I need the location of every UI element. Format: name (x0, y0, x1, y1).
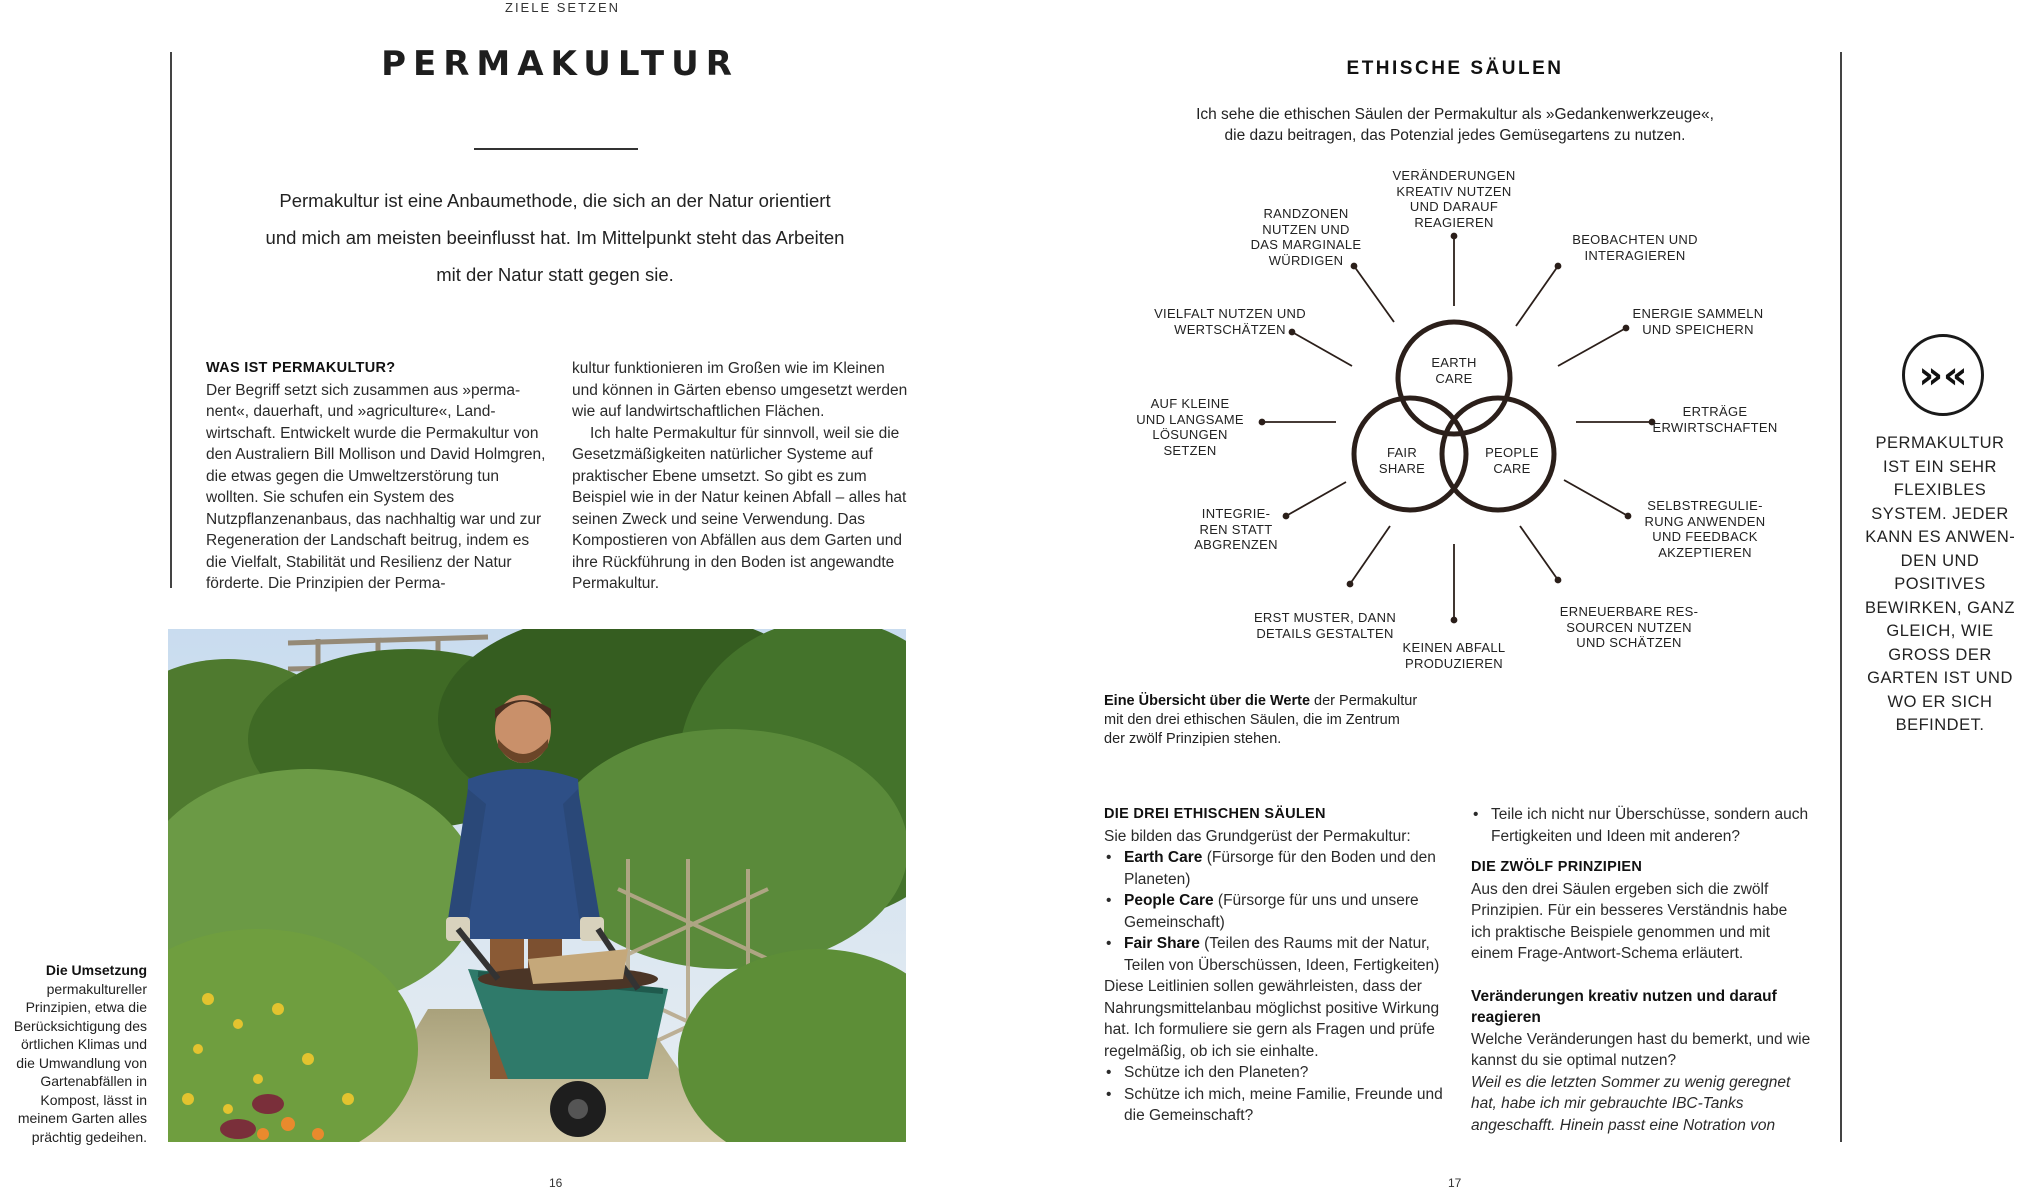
label-line: AKZEPTIEREN (1658, 544, 1752, 560)
body-text: Welche Veränderungen hast du bemerkt, und wie kannst du sie optimal nutzen? (1471, 1030, 1811, 1069)
label-line: ERST MUSTER, DANN (1253, 610, 1397, 625)
label-line: UND FEEDBACK (1652, 529, 1758, 544)
arrow-upper-left (1292, 332, 1352, 366)
left-column-2 (572, 358, 910, 595)
title-divider (474, 148, 638, 150)
principle-upper-left (1140, 306, 1320, 337)
label-line: PEOPLE (1485, 445, 1539, 460)
section-heading: DIE DREI ETHISCHEN SÄULEN (1104, 806, 1326, 822)
label-line: FAIR (1386, 445, 1418, 460)
list-item-text: (Fürsorge für den Boden und den Planeten) (1124, 849, 1436, 888)
label-line: SHARE (1378, 460, 1426, 476)
page-title: PERMAKULTUR (381, 44, 739, 84)
arrow-bottom-left (1350, 526, 1390, 584)
label-line: CARE (1435, 370, 1473, 386)
body-text: Aus den drei Säulen ergeben sich die zwölf Prinzipien. Für ein besseres Verständnis habe ich praktische Beispiele genommen und mit einem Frage-Antwort-Schema erläutert. (1471, 880, 1788, 962)
body-text: Diese Leitlinien sollen gewährleisten, dass der Nahrungsmittelanbau möglichst positive Wirkung hat. Ich formuliere sie gern als Fragen und prüfe regelmäßig, ob ich sie einhalte. (1104, 978, 1440, 1060)
label-line: CARE (1493, 460, 1531, 476)
body-text: Sie bilden das Grundgerüst der Permakultur: (1104, 827, 1411, 845)
left-column-1 (206, 358, 546, 595)
right-column-2 (1471, 804, 1811, 1136)
intro-line: die dazu beitragen, das Potenzial jedes Gemüsegartens zu nutzen. (1224, 127, 1686, 144)
label-line: VERÄNDERUNGEN (1392, 168, 1516, 183)
list-item-bold: Fair Share (1124, 935, 1200, 952)
arrow-bottom-right (1520, 526, 1558, 580)
right-margin-rule (1840, 52, 1842, 1142)
body-text: kultur funktionieren im Großen wie im Kleinen und können in Gärten ebenso umgesetzt werden wie auf landwirtschaftlichen Flächen. (572, 360, 908, 420)
principle-top-right (1550, 232, 1720, 263)
list-item (1104, 933, 1448, 976)
caption-bold: Eine Übersicht über die Werte (1104, 693, 1311, 709)
label-line: SELBSTREGULIE- (1647, 498, 1763, 513)
label-line: ERNEUERBARE RES- (1559, 604, 1699, 619)
list-item: • Schütze ich mich, meine Familie, Freunde und die Gemeinschaft? (1104, 1084, 1448, 1127)
italic-span: Weil es die letzten Sommer zu wenig geregnet hat, habe ich mir gebrauchte IBC-Tanks angeschafft. Hinein passt eine Notration von (1471, 1073, 1791, 1134)
principle-bottom-right (1544, 604, 1714, 651)
principle-right (1650, 404, 1780, 435)
list-item (1104, 847, 1448, 890)
arrow-tip-bottom-right (1556, 578, 1561, 583)
label-line: NUTZEN UND (1262, 221, 1350, 237)
caption-bold: Die Umsetzung (45, 962, 147, 978)
principles-diagram (1100, 160, 1780, 680)
subheading: Veränderungen kreativ nutzen und darauf reagieren (1471, 987, 1777, 1026)
left-margin-rule (170, 52, 172, 588)
label-line: RANDZONEN (1263, 206, 1349, 221)
label-line: ERWIRTSCHAFTEN (1652, 419, 1778, 435)
label-line: KEINEN ABFALL (1402, 640, 1506, 655)
label-line: REN STATT (1199, 521, 1273, 537)
arrow-top-right (1516, 266, 1558, 326)
label-line: DAS MARGINALE (1250, 237, 1362, 252)
quote-icon: »« (1902, 334, 1984, 416)
arrow-lower-right (1564, 480, 1628, 516)
label-line: INTERAGIEREN (1584, 247, 1686, 263)
label-line: BEOBACHTEN UND (1572, 232, 1698, 247)
arrow-tip-top-right (1556, 264, 1561, 269)
section-heading: DIE ZWÖLF PRINZIPIEN (1471, 859, 1643, 875)
principle-top (1374, 168, 1534, 230)
intro-line: und mich am meisten beeinflusst hat. Im Mittelpunkt steht das Arbeiten (265, 227, 845, 248)
circle-label-people-care (1472, 445, 1552, 476)
label-line: SETZEN (1163, 442, 1217, 458)
section-header: ZIELE SETZEN (505, 0, 621, 15)
list-item: • Schütze ich den Planeten? (1104, 1062, 1448, 1084)
arrow-tip-left (1260, 420, 1265, 425)
list-item-bold: Earth Care (1124, 849, 1203, 866)
circle-label-earth-care (1414, 355, 1494, 386)
ethics-intro (1140, 104, 1770, 146)
principle-lower-right (1630, 498, 1780, 560)
intro-line: mit der Natur statt gegen sie. (436, 264, 674, 285)
pull-quote: PERMAKULTUR IST EIN SEHR FLEXIBLES SYSTEM. JEDER KANN ES ANWENDEN UND POSITIVES BEWIRKEN, GANZ GLEICH, WIE GROSS DER GARTEN IST UND WO ER SICH BEFINDET. (1864, 434, 2015, 734)
label-line: ABGRENZEN (1194, 537, 1278, 552)
label-line: ERTRÄGE (1682, 404, 1748, 419)
label-line: UND SCHÄTZEN (1576, 635, 1682, 650)
label-line: ENERGIE SAMMELN (1632, 306, 1764, 321)
label-line: WERTSCHÄTZEN (1174, 321, 1286, 337)
label-line: UND LANGSAME (1136, 411, 1244, 427)
list-item (1104, 890, 1448, 933)
principle-bottom-left (1240, 610, 1410, 641)
page-number-right: 17 (1448, 1176, 1462, 1190)
right-column-1 (1104, 804, 1448, 1127)
intro-line: Permakultur ist eine Anbaumethode, die sich an der Natur orientiert (279, 190, 831, 211)
principle-top-left (1226, 206, 1386, 268)
intro-text (240, 182, 870, 293)
label-line: PRODUZIEREN (1405, 655, 1503, 671)
caption-text: permakultureller Prinzipien, etwa die Berücksichtigung des örtlichen Klimas und die Umwandlung von Gartenabfällen in Kompost, lässt in meinem Garten alles prächtig gedeihen. (13, 980, 147, 1145)
principle-bottom (1384, 640, 1524, 671)
page-number-left: 16 (549, 1176, 563, 1190)
label-line: WÜRDIGEN (1268, 252, 1344, 268)
label-line: LÖSUNGEN (1152, 427, 1228, 442)
arrow-top-left (1354, 266, 1394, 322)
label-line: REAGIEREN (1414, 214, 1494, 230)
garden-photo (168, 629, 906, 1142)
label-line: DETAILS GESTALTEN (1256, 625, 1394, 641)
list-item-text: (Fürsorge für uns und unsere Gemeinschaft) (1124, 892, 1419, 931)
list-item-bold: People Care (1124, 892, 1214, 909)
arrow-tip-bottom (1452, 618, 1457, 623)
circle-label-fair-share (1362, 445, 1442, 476)
label-line: VIELFALT NUTZEN UND (1154, 306, 1306, 321)
principle-lower-left (1176, 506, 1296, 553)
label-line: EARTH (1431, 355, 1477, 370)
section-heading: WAS IST PERMAKULTUR? (206, 360, 396, 376)
italic-text (1471, 1072, 1811, 1137)
label-line: RUNG ANWENDEN (1644, 513, 1766, 529)
photo-caption (0, 961, 147, 1146)
label-line: KREATIV NUTZEN (1396, 183, 1512, 199)
ethics-title: ETHISCHE SÄULEN (1346, 58, 1564, 79)
label-line: INTEGRIE- (1201, 506, 1271, 521)
label-line: AUF KLEINE (1150, 396, 1230, 411)
principle-left (1120, 396, 1260, 458)
label-line: SOURCEN NUTZEN (1566, 619, 1692, 635)
intro-line: Ich sehe die ethischen Säulen der Permakultur als »Gedankenwerkzeuge«, (1196, 106, 1714, 123)
diagram-caption (1104, 692, 1424, 749)
arrow-tip-bottom-left (1348, 582, 1353, 587)
caption-text: der Permakultur mit den drei ethischen Säulen, die im Zentrum der zwölf Prinzipien stehen. (1104, 693, 1418, 747)
body-text: Der Begriff setzt sich zusammen aus »permanent«, dauerhaft, und »agriculture«, Landwirtschaft. Entwickelt wurde die Permakultur von den Australiern Bill Mollison und David Holmgren, die etwas gegen die Umweltzerstörung tun wollten. Sie schufen ein System des Nutzpflanzenanbaus, das nachhaltig war und zur Regeneration der Landschaft beitrug, indem es die Vielfalt, Stabilität und Resilienz der Natur förderte. Die Prinzipien der Perma- (206, 381, 546, 592)
label-line: UND SPEICHERN (1642, 321, 1754, 337)
body-text: Ich halte Permakultur für sinnvoll, weil sie die Gesetzmäßigkeiten natürlicher Systeme auf praktischer Ebene umsetzt. So gibt es zum Beispiel wie in der Natur keinen Abfall – alles hat seinen Zweck und seine Verwendung. Das Kompostieren von Abfällen aus dem Garten und ihre Rückführung in den Boden ist angewandte Permakultur. (572, 424, 907, 592)
arrow-tip-top (1452, 234, 1457, 239)
principle-upper-right (1616, 306, 1780, 337)
list-item: • Teile ich nicht nur Überschüsse, sondern auch Fertigkeiten und Ideen mit anderen? (1471, 804, 1811, 847)
label-line: UND DARAUF (1409, 199, 1499, 214)
list-item-text: (Teilen des Raums mit der Natur, Teilen von Überschüssen, Ideen, Fertigkeiten) (1124, 935, 1440, 974)
